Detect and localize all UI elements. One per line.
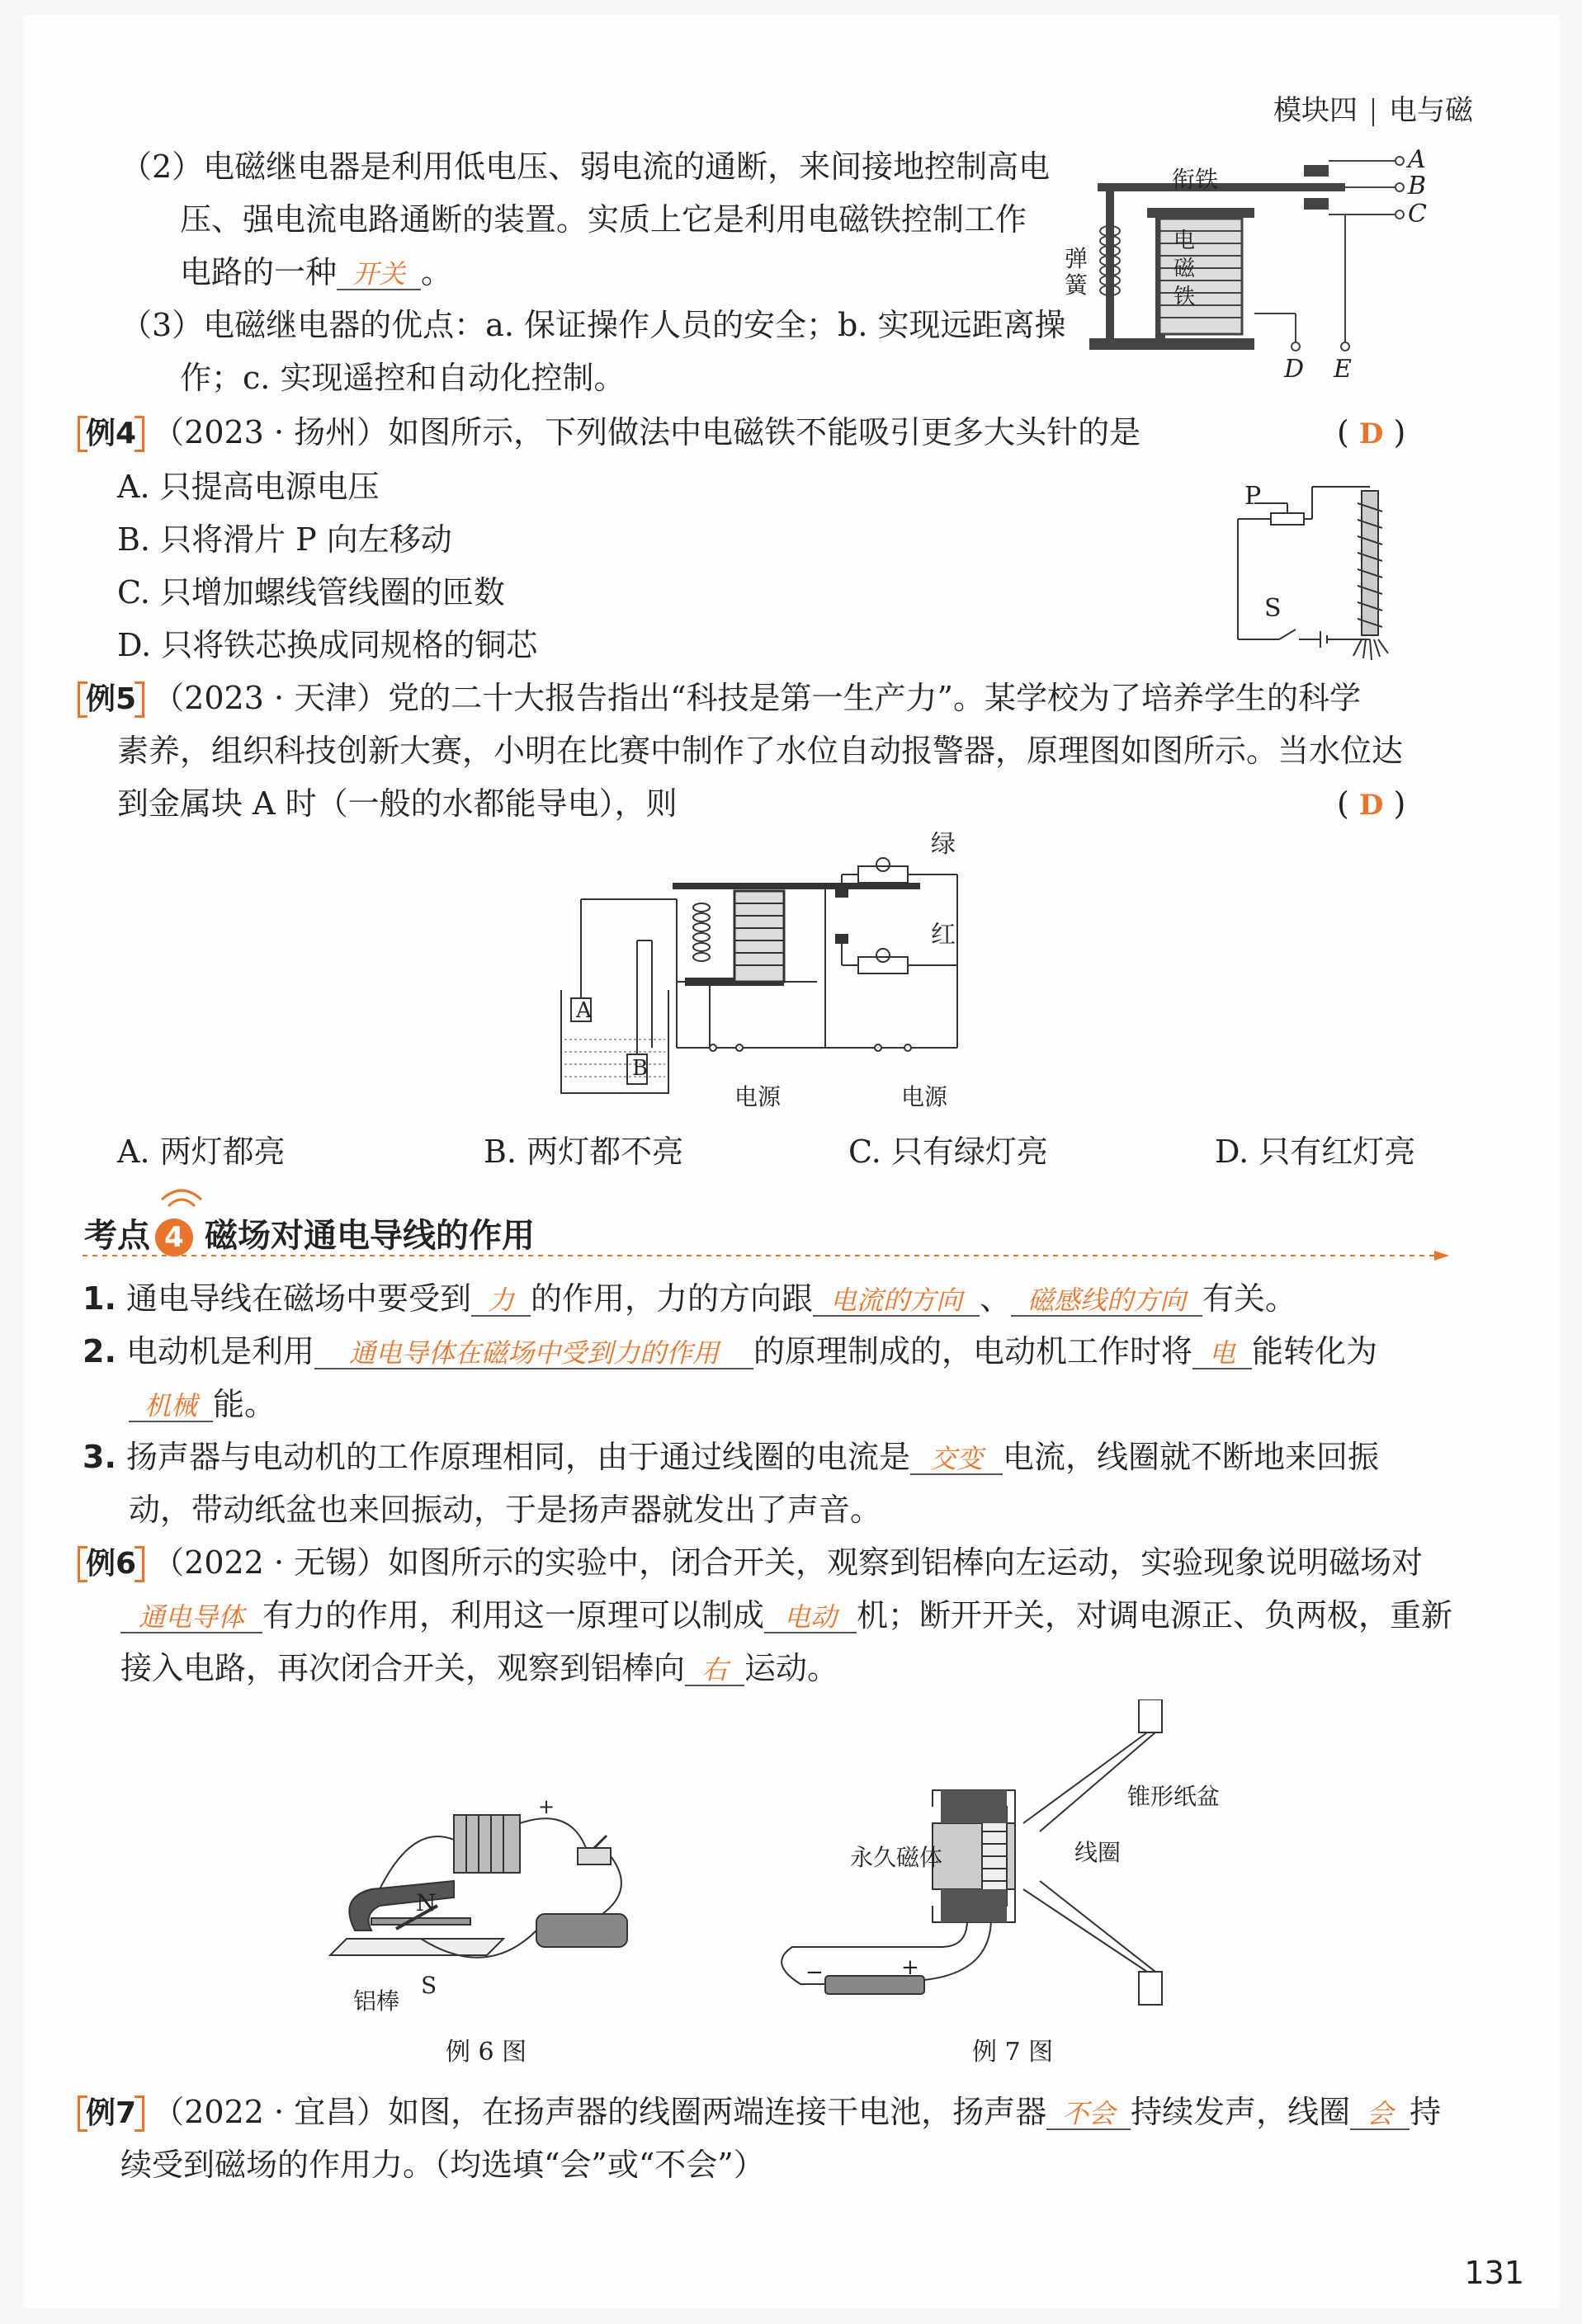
ex6-answer1: 通电导体	[120, 1602, 262, 1633]
item2-answer2: 电	[1192, 1338, 1252, 1369]
module-label: 模块四	[1273, 94, 1358, 127]
ex5-fig-label-red: 红	[931, 921, 956, 950]
header-divider	[1372, 98, 1374, 126]
ex5-water-alarm-diagram	[545, 841, 1007, 1105]
ex5-fig-label-power1: 电源	[734, 1083, 782, 1110]
page-header	[1273, 87, 1473, 128]
ex4-tag: 例4	[79, 414, 143, 454]
ex5-line3: 到金属块 A 时（一般的水都能导电），则	[117, 785, 678, 822]
ex5-option-a: A. 两灯都亮	[117, 1134, 286, 1170]
ex6-line3-text-a: 接入电路，再次闭合开关，观察到铝棒向	[120, 1650, 686, 1686]
ex5-option-b: B. 两灯都不亮	[484, 1134, 684, 1170]
item3-number: 3.	[83, 1439, 116, 1475]
ex6-line2-text-a: 有力的作用，利用这一原理可以制成	[262, 1597, 765, 1633]
signal-icon	[157, 1183, 206, 1211]
ex5-line1	[79, 678, 1361, 719]
ex7-line1-text-b: 持续发声，线圈	[1131, 2094, 1351, 2130]
ex5-tag: 例5	[79, 680, 143, 719]
ex5-line2: 素养，组织科技创新大赛，小明在比赛中制作了水位自动报警器，原理图如图所示。当水位达	[117, 733, 1404, 769]
heading-dashed-arrow	[83, 1249, 1452, 1262]
item1-answer1: 力	[471, 1285, 531, 1317]
item2-line2	[129, 1384, 276, 1424]
item2-text-c: 能转化为	[1252, 1333, 1378, 1369]
ex5-answer: D	[1358, 789, 1384, 822]
item1-text-c: 、	[980, 1280, 1012, 1317]
ex7-answer2: 会	[1350, 2099, 1410, 2130]
ex7-speaker-diagram	[776, 1699, 1205, 2021]
relay-diagram	[1081, 140, 1461, 388]
ex6-line3-text-b: 运动。	[744, 1650, 839, 1686]
ex6-line1	[79, 1543, 1423, 1584]
ex5-option-c: C. 只有绿灯亮	[848, 1134, 1048, 1170]
item3-text-a: 扬声器与电动机的工作原理相同，由于通过线圈的电流是	[125, 1439, 910, 1475]
item2-text-d: 能。	[213, 1386, 276, 1422]
ex6-line3	[120, 1648, 838, 1688]
ex4-fig-label-p: P	[1244, 482, 1262, 511]
ex4-answer: D	[1358, 417, 1384, 450]
ex5-fig-label-green: 绿	[931, 830, 956, 859]
relay-p2-line3	[180, 252, 452, 292]
ex6-fig-label-plus: +	[538, 1795, 555, 1818]
ex7-line1-text-a: （2022 · 宜昌）如图，在扬声器的线圈两端连接干电池，扬声器	[153, 2094, 1047, 2130]
ex6-line2-text-b: 机；断开开关，对调电源正、负两极，重新	[857, 1597, 1453, 1633]
fig-label-b: B	[1408, 172, 1427, 200]
item1-answer3: 磁感线的方向	[1011, 1285, 1202, 1317]
ex4-stem	[79, 412, 1140, 454]
ex4-answer-bracket: ( D )	[1337, 414, 1406, 450]
relay-p3-line2: 作；c. 实现遥控和自动化控制。	[180, 360, 626, 396]
fig-label-armature: 衔铁	[1172, 166, 1219, 193]
item3-line2: 动，带动纸盆也来回振动，于是扬声器就发出了声音。	[129, 1492, 882, 1528]
ex6-fig-label-n: N	[416, 1889, 437, 1916]
item2-answer3: 机械	[129, 1391, 213, 1422]
relay-base	[1089, 338, 1254, 350]
ex6-line2	[120, 1596, 1452, 1635]
item2-line1	[83, 1332, 1377, 1371]
ex4-option-a: A. 只提高电源电压	[117, 469, 380, 505]
ex7-fig-label-minus: −	[805, 1960, 824, 1985]
ex7-line2: 续受到磁场的作用力。（均选填“会”或“不会”）	[120, 2147, 765, 2183]
ex6-experiment-diagram	[322, 1790, 668, 2005]
fig-label-spring: 弹簧	[1065, 245, 1089, 299]
item1-text-d: 有关。	[1202, 1280, 1297, 1317]
fig-label-a: A	[1408, 145, 1426, 174]
item2-text-b: 的原理制成的，电动机工作时将	[753, 1333, 1193, 1369]
relay-p2-line2: 压、强电流电路通断的装置。实质上它是利用电磁铁控制工作	[180, 201, 1027, 238]
item2-text-a: 电动机是利用	[125, 1333, 314, 1369]
ex7-fig-label-plus: +	[901, 1955, 919, 1980]
fig-label-d: D	[1284, 355, 1305, 384]
ex4-option-c: C. 只增加螺线管线圈的匝数	[117, 574, 505, 610]
relay-p3-line1: （3）电磁继电器的优点：a. 保证操作人员的安全；b. 实现远距离操	[120, 307, 1066, 343]
item3-line1	[83, 1437, 1379, 1477]
ex7-line1	[79, 2092, 1441, 2133]
ex7-answer1: 不会	[1046, 2099, 1131, 2130]
ex7-tag: 例7	[79, 2094, 143, 2133]
ex5-fig-label-a: A	[576, 998, 592, 1023]
relay-p2-end: 。	[421, 254, 453, 290]
ex7-line1-text-c: 持	[1410, 2094, 1442, 2130]
ex7-fig-label-magnet: 永久磁体	[850, 1844, 943, 1871]
topic-label: 电与磁	[1389, 94, 1473, 127]
item3-answer1: 交变	[910, 1444, 1003, 1475]
ex6-caption: 例 6 图	[446, 2038, 527, 2067]
item1	[83, 1279, 1296, 1318]
ex4-option-b: B. 只将滑片 P 向左移动	[117, 521, 452, 558]
ex7-caption: 例 7 图	[972, 2038, 1054, 2067]
item1-text-a: 通电导线在磁场中要受到	[125, 1280, 471, 1317]
answer-blank: 开关	[337, 259, 421, 290]
ex6-answer3: 右	[685, 1655, 744, 1686]
ex4-option-d: D. 只将铁芯换成同规格的铜芯	[117, 627, 538, 663]
ex7-fig-label-coil: 线圈	[1074, 1839, 1122, 1866]
relay-frame	[1106, 190, 1114, 338]
page-number: 131	[1464, 2255, 1524, 2291]
relay-p2-text: 电路的一种	[180, 254, 338, 290]
ex6-fig-label-rod: 铝棒	[353, 1987, 400, 2015]
ex5-line1-text: （2023 · 天津）党的二十大报告指出“科技是第一生产力”。某学校为了培养学生的科学	[153, 680, 1361, 716]
fig-label-c: C	[1408, 200, 1427, 229]
item1-text-b: 的作用，力的方向跟	[531, 1280, 814, 1317]
kaodian-number-badge: 4	[155, 1219, 193, 1256]
armature	[1098, 183, 1345, 191]
ex4-fig-label-s: S	[1264, 594, 1282, 623]
fig-label-electromagnet: 电磁铁	[1174, 229, 1196, 309]
fig-label-e: E	[1334, 355, 1352, 384]
ex5-answer-bracket: ( D )	[1337, 785, 1406, 822]
item3-text-b: 电流，线圈就不断地来回振	[1003, 1439, 1380, 1475]
ex7-fig-label-cone: 锥形纸盆	[1127, 1783, 1221, 1810]
ex6-answer2: 电动	[764, 1602, 857, 1633]
ex5-option-d: D. 只有红灯亮	[1215, 1134, 1416, 1170]
kaodian-label: 考点	[84, 1217, 150, 1255]
ex6-tag: 例6	[79, 1544, 143, 1584]
ex4-stem-text: （2023 · 扬州）如图所示，下列做法中电磁铁不能吸引更多大头针的是	[153, 414, 1141, 450]
ex5-fig-label-power2: 电源	[901, 1083, 948, 1110]
item1-answer2: 电流的方向	[813, 1285, 980, 1317]
ex6-line1-text: （2022 · 无锡）如图所示的实验中，闭合开关，观察到铝棒向左运动，实验现象说明磁场对	[153, 1544, 1424, 1581]
item2-answer1: 通电导体在磁场中受到力的作用	[314, 1338, 753, 1369]
item1-number: 1.	[83, 1280, 116, 1317]
ex5-fig-label-b: B	[632, 1056, 649, 1081]
kaodian-title: 磁场对通电导线的作用	[205, 1217, 535, 1255]
ex6-fig-label-s: S	[421, 1972, 437, 1999]
item2-number: 2.	[83, 1333, 116, 1369]
relay-p2-line1: （2）电磁继电器是利用低电压、弱电流的通断，来间接地控制高电	[120, 148, 1051, 185]
